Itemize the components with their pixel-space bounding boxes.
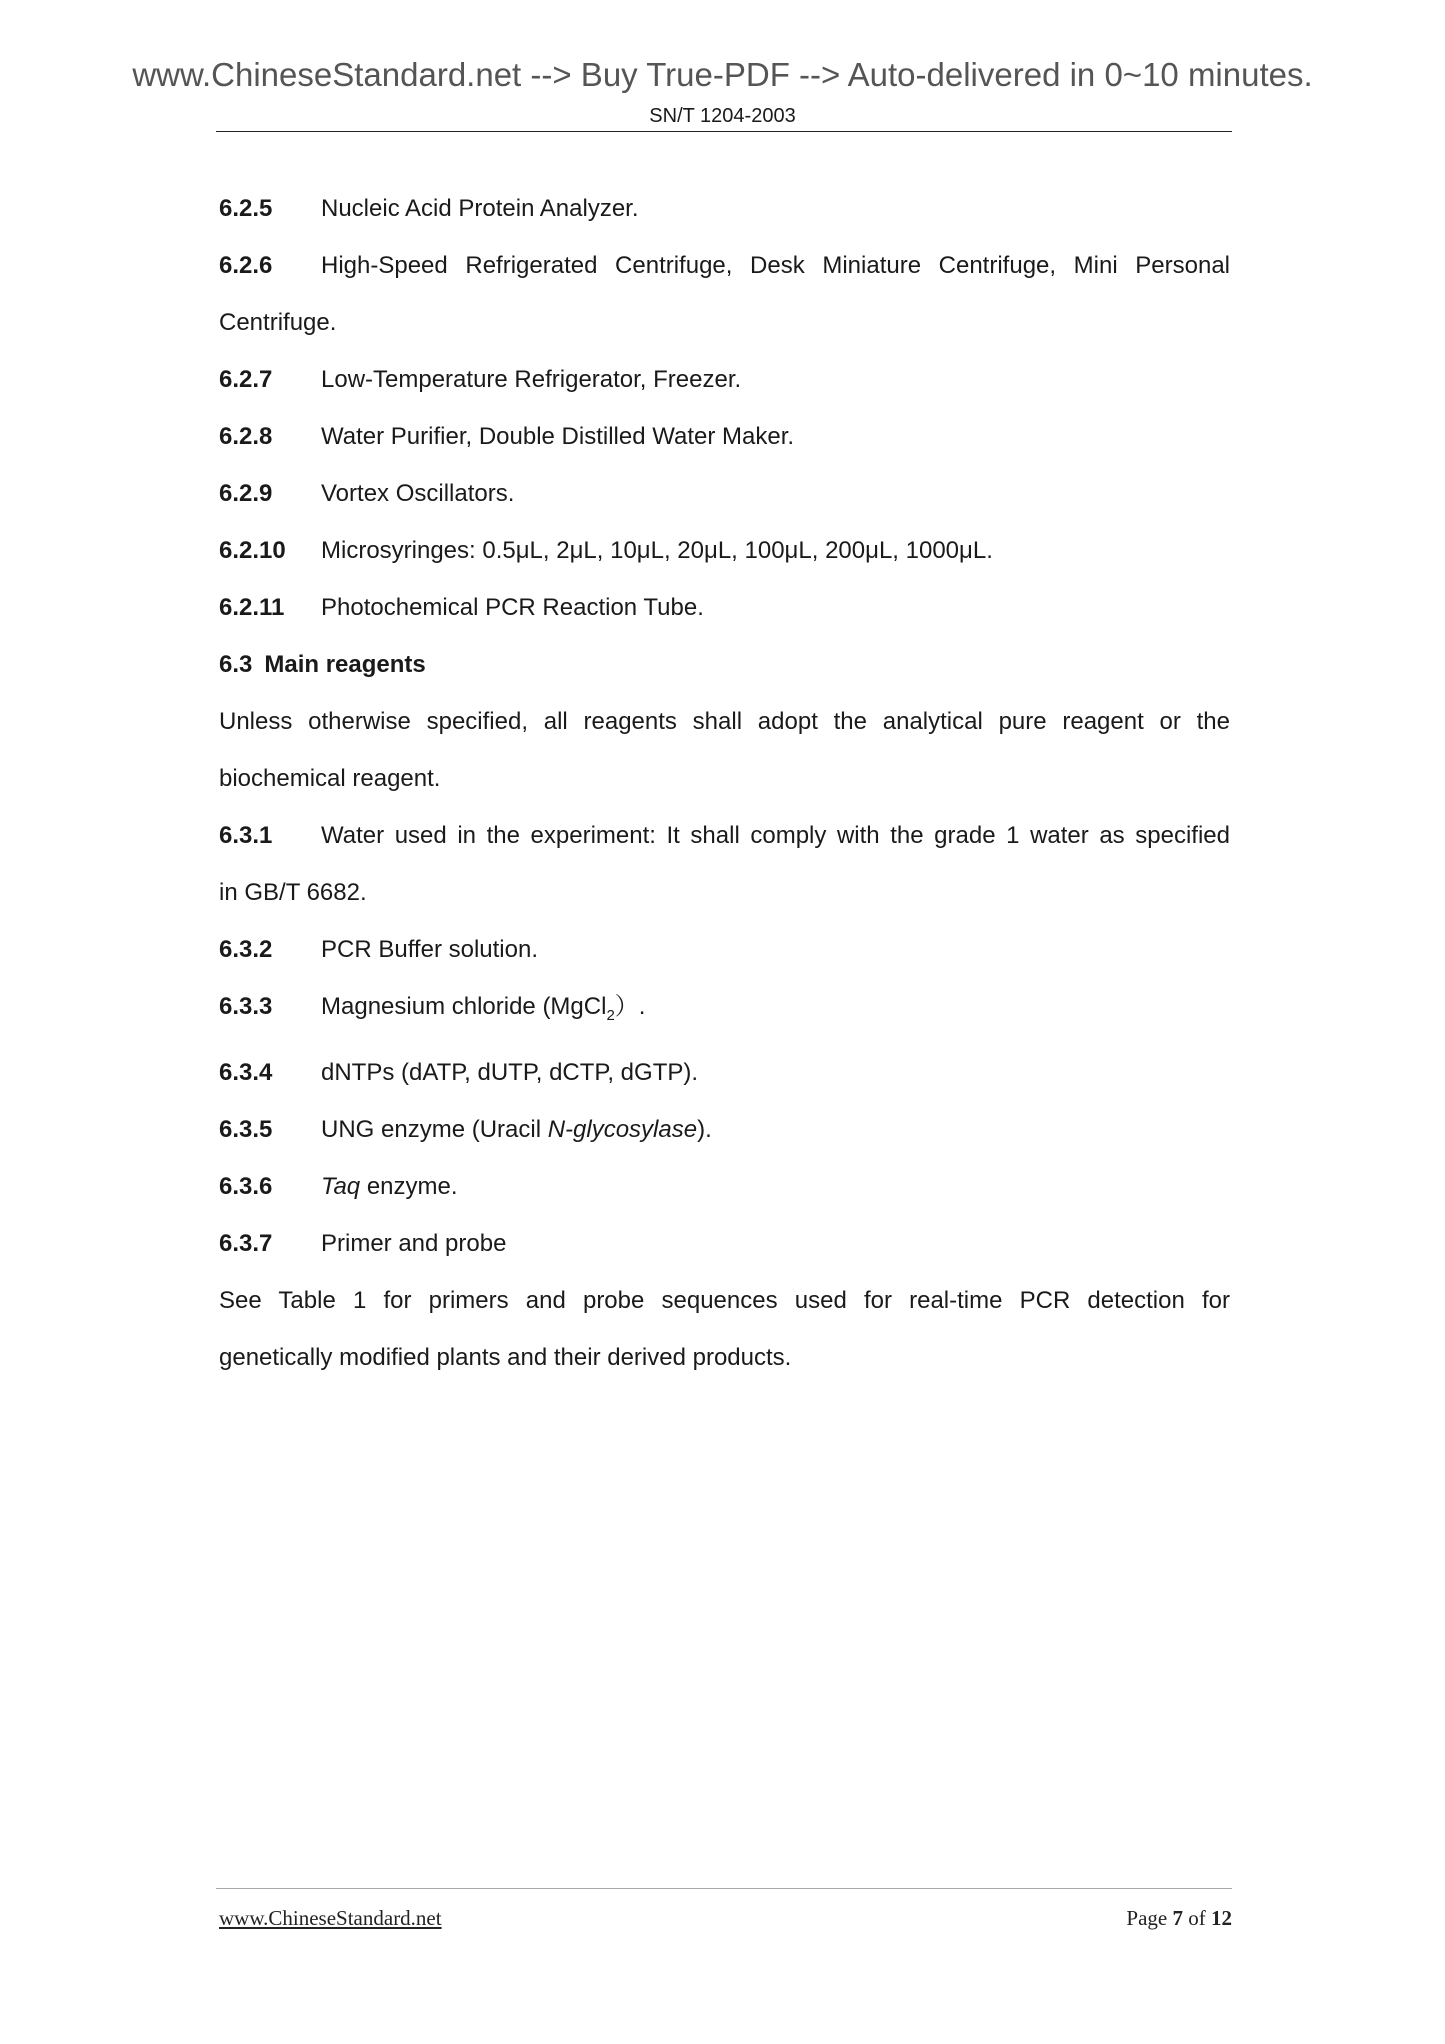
clause-text: Microsyringes: 0.5μL, 2μL, 10μL, 20μL, 100μL, 200μL, 1000μL.	[321, 537, 993, 564]
clause-number: 6.3.4	[219, 1058, 273, 1086]
clause-text: dNTPs (dATP, dUTP, dCTP, dGTP).	[321, 1058, 699, 1086]
paragraph-primers-line1: See Table 1 for primers and probe sequences used for real-time PCR detection for	[219, 1286, 1230, 1314]
section-title: Main reagents	[264, 651, 426, 678]
clause-number: 6.3.3	[219, 993, 273, 1020]
clause-number: 6.3.5	[219, 1115, 273, 1143]
footer-divider	[216, 1888, 1232, 1889]
clause-number: 6.2.10	[219, 537, 286, 564]
clause-text: PCR Buffer solution.	[321, 936, 538, 963]
clause-6-3-2	[219, 921, 1230, 978]
clause-6-2-9	[219, 465, 1230, 522]
clause-number: 6.2.8	[219, 423, 273, 450]
clause-6-2-6-continuation: Centrifuge.	[219, 309, 337, 336]
standard-code: SN/T 1204-2003	[649, 105, 796, 127]
paragraph-reagents-line1: Unless otherwise specified, all reagents shall adopt the analytical pure reagent or the	[219, 708, 1230, 735]
section-number: 6.3	[219, 651, 253, 678]
clause-text: Photochemical PCR Reaction Tube.	[321, 594, 704, 621]
clause-number: 6.2.6	[219, 252, 273, 279]
clause-6-2-8	[219, 408, 1230, 465]
clause-6-3-3	[219, 978, 1230, 1044]
clause-6-2-5	[219, 180, 1230, 237]
clause-number: 6.2.9	[219, 480, 273, 507]
clause-6-3-1-continuation: in GB/T 6682.	[219, 879, 367, 906]
clause-number: 6.3.7	[219, 1229, 273, 1257]
paragraph-reagents-line2: biochemical reagent.	[219, 765, 441, 792]
clause-text: Nucleic Acid Protein Analyzer.	[321, 195, 639, 222]
clause-text: Primer and probe	[321, 1229, 507, 1257]
clause-text: Magnesium chloride (MgCl$_2$）.	[321, 993, 646, 1024]
document-body	[219, 180, 1230, 1386]
clause-text: Water Purifier, Double Distilled Water Maker.	[321, 423, 795, 450]
header-divider	[216, 131, 1232, 132]
clause-number: 6.3.1	[219, 822, 273, 849]
footer-website-link[interactable]: www.ChineseStandard.net	[219, 1906, 442, 1930]
clause-text: High-Speed Refrigerated Centrifuge, Desk Miniature Centrifuge, Mini Personal	[321, 252, 1230, 279]
clause-number: 6.2.11	[219, 594, 285, 621]
clause-6-2-10	[219, 522, 1230, 579]
clause-number: 6.3.6	[219, 1172, 273, 1200]
clause-text: Taq enzyme.	[321, 1172, 458, 1200]
clause-6-3-7	[219, 1215, 1230, 1272]
clause-6-3-4	[219, 1044, 1230, 1101]
clause-6-3-6	[219, 1158, 1230, 1215]
clause-text: UNG enzyme (Uracil N-glycosylase).	[321, 1115, 712, 1143]
clause-6-3-1	[219, 807, 1230, 864]
top-banner: www.ChineseStandard.net --> Buy True-PDF --> Auto-delivered in 0~10 minutes.	[132, 56, 1313, 93]
clause-number: 6.2.5	[219, 195, 273, 222]
paragraph-primers-line2: genetically modified plants and their derived products.	[219, 1343, 792, 1371]
clause-text: Vortex Oscillators.	[321, 480, 515, 507]
clause-text: Low-Temperature Refrigerator, Freezer.	[321, 366, 742, 393]
page-number: Page 7 of 12	[1126, 1906, 1232, 1930]
clause-number: 6.3.2	[219, 936, 273, 963]
clause-number: 6.2.7	[219, 366, 273, 393]
clause-6-2-7	[219, 351, 1230, 408]
clause-text: Water used in the experiment: It shall comply with the grade 1 water as specified	[321, 822, 1230, 849]
clause-6-3-5	[219, 1101, 1230, 1158]
section-heading-6-3	[219, 636, 1230, 693]
clause-6-2-11	[219, 579, 1230, 636]
clause-6-2-6	[219, 237, 1230, 294]
